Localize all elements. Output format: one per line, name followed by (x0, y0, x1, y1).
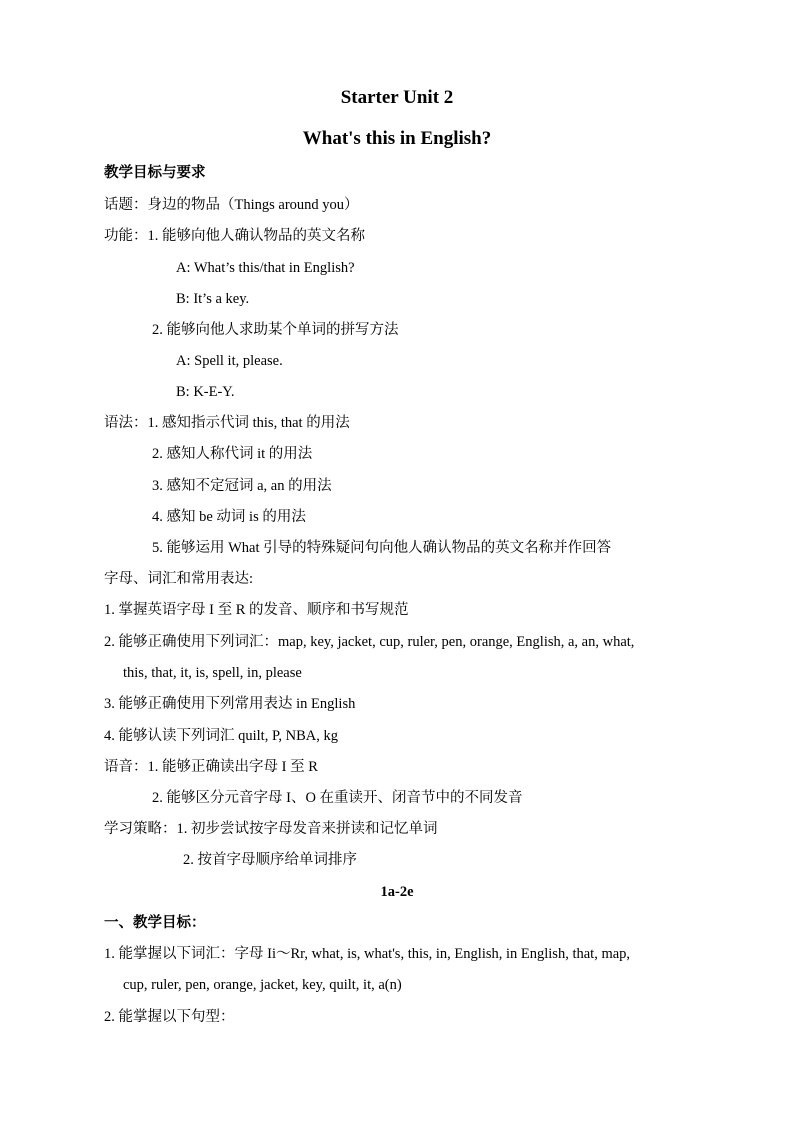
text-line: 2. 感知人称代词 it 的用法 (152, 446, 313, 462)
document-title: Starter Unit 2 (340, 87, 454, 108)
objective-line: 1. 能掌握以下词汇：字母 Ii～Rr, what, is, what's, this, in, English, in English, that, map, (104, 946, 631, 962)
document-subtitle: What's this in English? (302, 128, 492, 149)
text-line: this, that, it, is, spell, in, please (123, 665, 302, 681)
lesson-heading: 1a-2e (380, 884, 414, 900)
text-line: 3. 感知不定冠词 a, an 的用法 (152, 478, 332, 494)
text-line: 3. 能够正确使用下列常用表达 in English (104, 696, 356, 712)
text-line: 功能：1. 能够向他人确认物品的英文名称 (104, 228, 365, 244)
text-line: 4. 能够认读下列词汇 quilt, P, NBA, kg (104, 728, 339, 744)
text-line: 话题：身边的物品（Things around you） (104, 197, 359, 213)
text-line: 字母、词汇和常用表达: (104, 571, 254, 587)
text-line: 4. 感知 be 动词 is 的用法 (152, 509, 306, 525)
text-line: 2. 能够向他人求助某个单词的拼写方法 (152, 322, 399, 338)
text-line: 2. 按首字母顺序给单词排序 (183, 852, 357, 868)
text-line: 2. 能够正确使用下列词汇：map, key, jacket, cup, ruler, pen, orange, English, a, an, what, (104, 634, 635, 650)
objectives-heading: 一、教学目标： (104, 915, 206, 931)
objective-line: cup, ruler, pen, orange, jacket, key, quilt, it, a(n) (123, 977, 402, 993)
text-line: B: It’s a key. (176, 291, 250, 307)
text-line: 5. 能够运用 What 引导的特殊疑问句向他人确认物品的英文名称并作回答 (152, 540, 612, 556)
text-line: 语音：1. 能够正确读出字母 I 至 R (104, 759, 318, 775)
text-line: 1. 掌握英语字母 I 至 R 的发音、顺序和书写规范 (104, 602, 409, 618)
text-line: 语法：1. 感知指示代词 this, that 的用法 (104, 415, 350, 431)
objective-line: 2. 能掌握以下句型： (104, 1009, 235, 1025)
text-line: 2. 能够区分元音字母 I、O 在重读开、闭音节中的不同发音 (152, 790, 523, 806)
text-line: A: Spell it, please. (176, 353, 283, 369)
text-line: A: What’s this/that in English? (176, 260, 355, 276)
text-line: B: K-E-Y. (176, 384, 235, 400)
text-line: 学习策略：1. 初步尝试按字母发音来拼读和记忆单词 (104, 821, 438, 837)
section-heading: 教学目标与要求 (104, 165, 206, 181)
